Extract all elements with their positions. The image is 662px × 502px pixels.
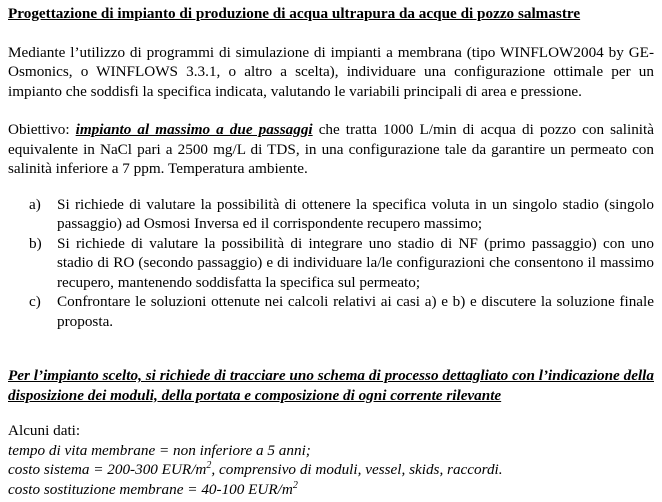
spacer — [8, 24, 654, 43]
data-heading: Alcuni dati: — [8, 422, 81, 439]
list-item — [29, 234, 654, 293]
replacement-cost-exponent: 2 — [292, 479, 298, 491]
list-item-text: Si richiede di valutare la possibilità di ottenere la specifica voluta in un singolo stadio (singolo passaggio) ad Osmosi Inversa ed il corrispondente recupero massimo; — [57, 195, 654, 232]
list-item — [29, 195, 654, 234]
list-item — [29, 292, 654, 331]
objective-label: Obiettivo: — [8, 121, 76, 138]
list-item-marker: a) — [29, 195, 41, 213]
spacer — [8, 331, 654, 350]
membrane-life: tempo di vita membrane = non inferiore a 5 anni; — [8, 441, 311, 459]
system-cost-text: costo sistema = 200-300 EUR/m — [8, 461, 207, 478]
list-item-text: Confrontare le soluzioni ottenute nei calcoli relativi ai casi a) e b) e discutere la soluzione finale proposta. — [57, 293, 654, 330]
spacer — [8, 179, 654, 195]
objective-paragraph — [8, 120, 654, 179]
spacer — [8, 405, 654, 421]
system-cost-exponent: 2 — [206, 459, 212, 471]
document-title: Progettazione di impianto di produzione di acqua ultrapura da acque di pozzo salmastre — [8, 5, 581, 22]
spacer — [8, 350, 654, 366]
list-item-text: Si richiede di valutare la possibilità di integrare uno stadio di NF (primo passaggio) con uno stadio di RO (secondo passaggio) e di individuare la/le configurazioni che consentono il massimo recupero, mantenendo soddisfatta la specifica sul permeato; — [57, 234, 654, 291]
replacement-cost-text: costo sostituzione membrane = 40-100 EUR/m — [8, 480, 293, 498]
requirements-list — [8, 195, 654, 332]
replacement-cost — [8, 480, 654, 500]
intro-paragraph: Mediante l’utilizzo di programmi di simulazione di impianti a membrana (tipo WINFLOW2004 by GE-Osmonics, o WINFLOWS 3.3.1, o altro a scelta), individuare una configurazione ottimale per un impianto che soddisfi la specifica indicata, valutando le variabili principali di area e pressione. — [8, 43, 654, 100]
list-item-marker: c) — [29, 293, 41, 310]
system-cost — [8, 460, 654, 480]
objective-text: che tratta 1000 L/min di acqua di pozzo con salinità equivalente in NaCl pari a 2500 mg/L di TDS, in una configurazione tale da garantire un permeato con salinità inferiore a 7 ppm. Temperatura ambiente. — [8, 121, 654, 177]
list-item-marker: b) — [29, 234, 42, 252]
objective-emphasis: impianto al massimo a due passaggi — [75, 121, 313, 138]
scheme-request: Per l’impianto scelto, si richiede di tracciare uno schema di processo dettagliato con l’indicazione della disposizione dei moduli, della portata e composizione di ogni corrente rilevante — [8, 367, 654, 404]
spacer — [8, 101, 654, 120]
system-cost-details: , comprensivo di moduli, vessel, skids, raccordi. — [211, 461, 503, 478]
